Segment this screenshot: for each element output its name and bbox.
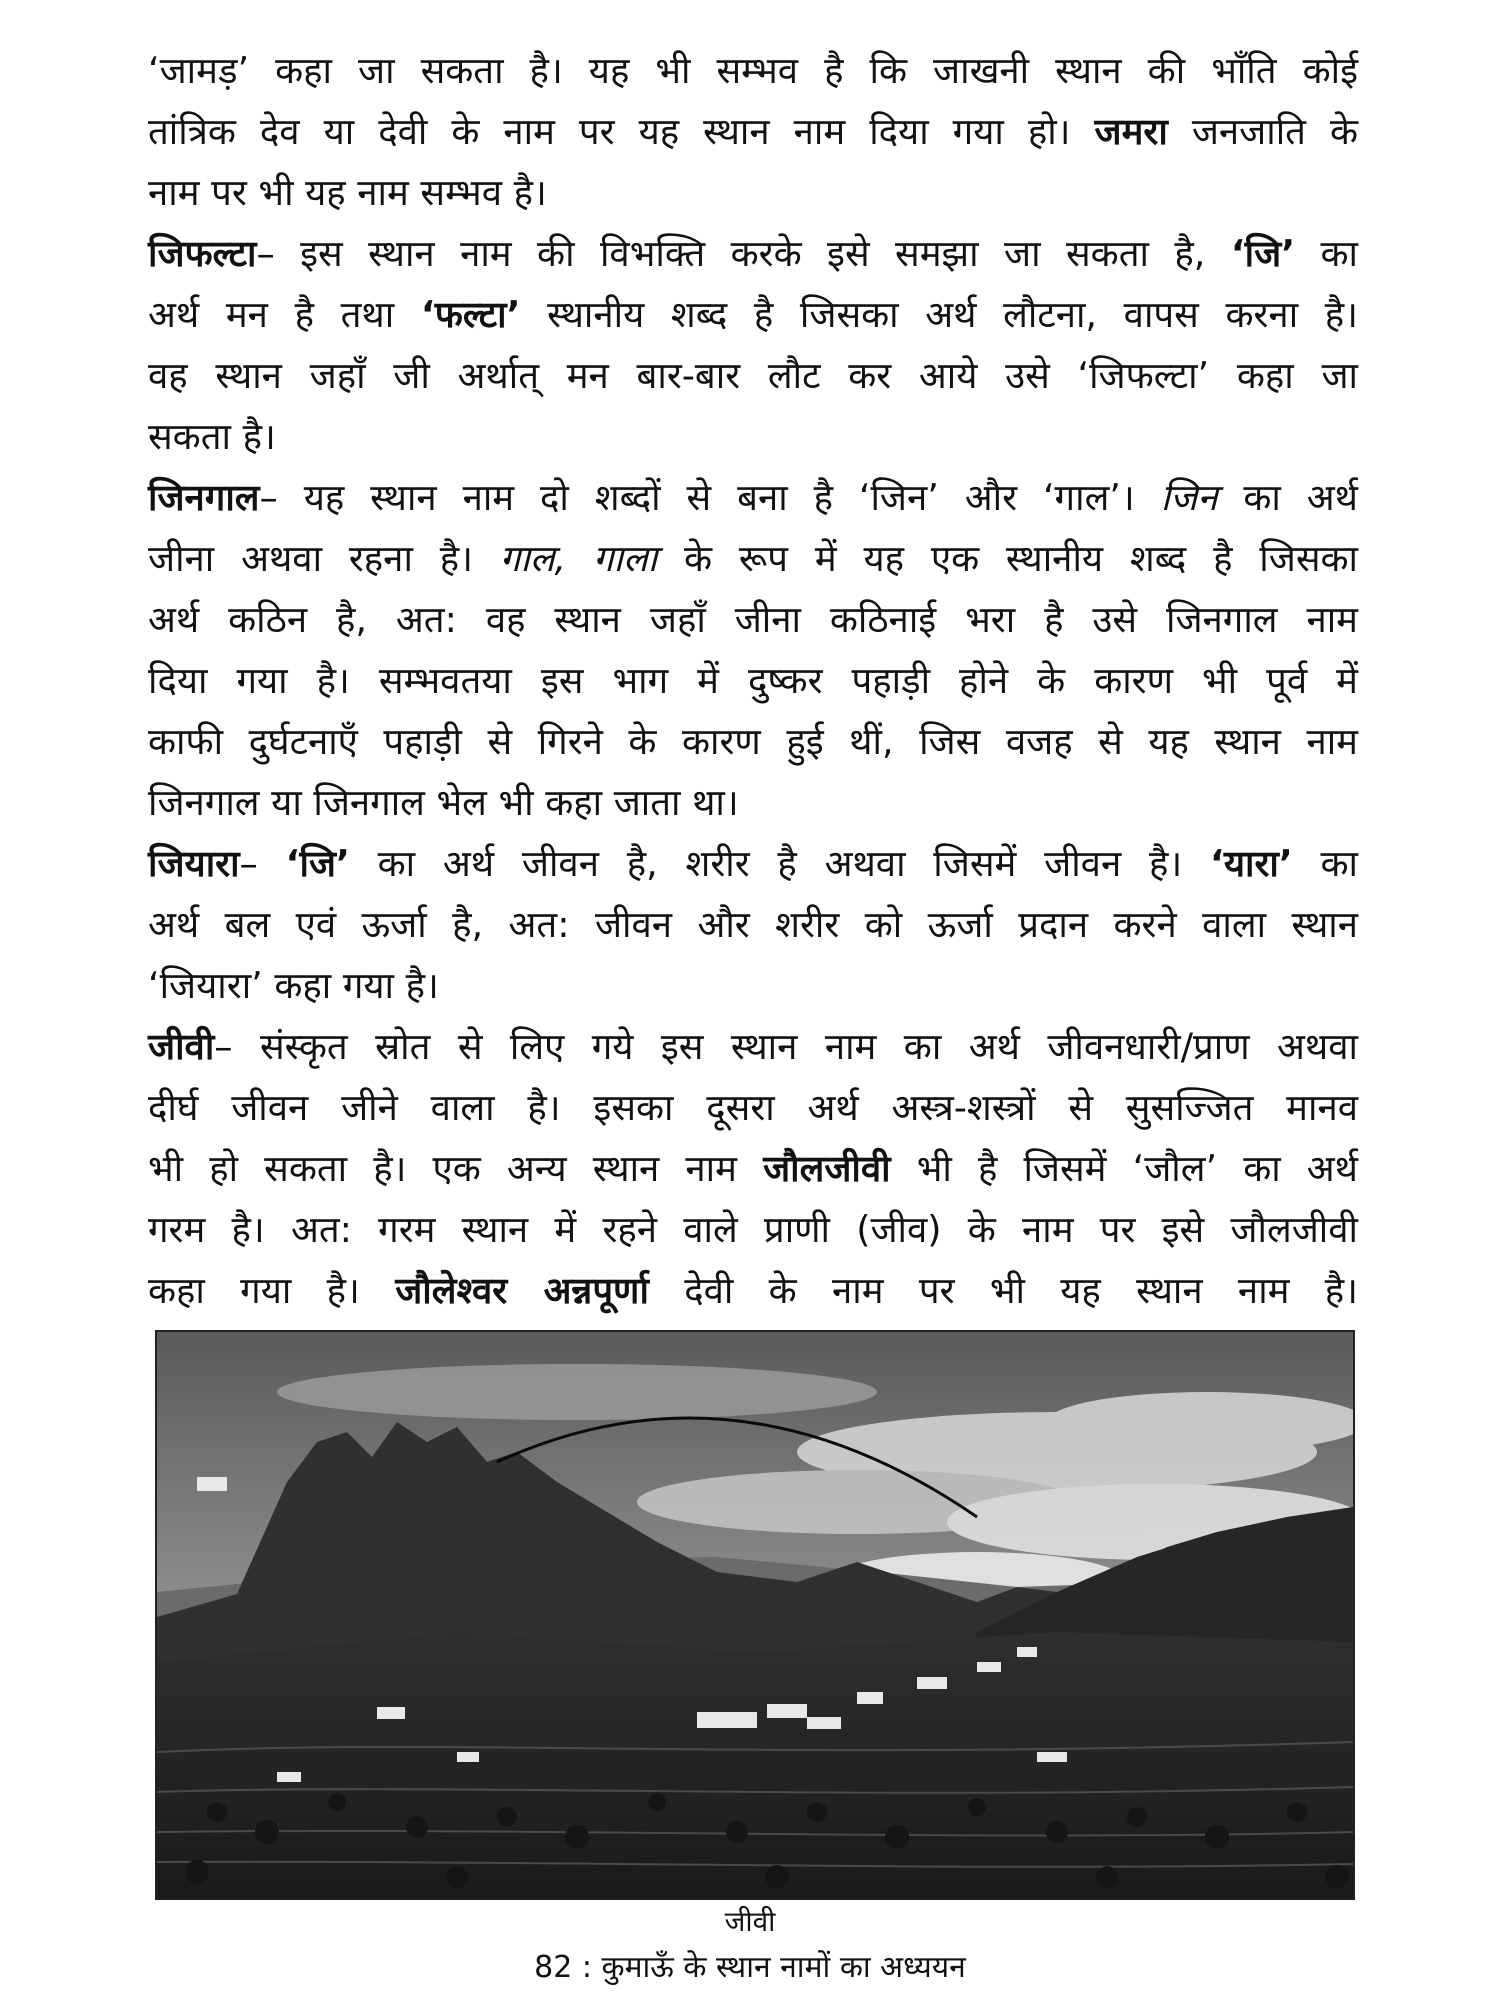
text-line: दिया गया है। सम्भवतया इस भाग में दुष्कर पहाड़ी होने के कारण भी पूर्व में <box>148 659 1358 702</box>
paragraph-intro <box>148 40 1358 223</box>
text-line: गरम है। अत: गरम स्थान में रहने वाले प्राणी (जीव) के नाम पर इसे जौलजीवी <box>148 1208 1358 1251</box>
text-line: दीर्घ जीवन जीने वाला है। इसका दूसरा अर्थ अस्त्र-शस्त्रों से सुसज्जित मानव <box>148 1086 1358 1129</box>
entry-jingal <box>148 467 1358 833</box>
text-line: जिफल्टा– इस स्थान नाम की विभक्ति करके इसे समझा जा सकता है, ‘जि’ का <box>148 232 1359 275</box>
entry-term: जियारा <box>148 842 240 885</box>
text-line: अर्थ बल एवं ऊर्जा है, अत: जीवन और शरीर को ऊर्जा प्रदान करने वाला स्थान <box>148 903 1358 946</box>
text-line: भी हो सकता है। एक अन्य स्थान नाम जौलजीवी भी है जिसमें ‘जौल’ का अर्थ <box>148 1147 1358 1190</box>
text-line: तांत्रिक देव या देवी के नाम पर यह स्थान नाम दिया गया हो। जमरा जनजाति के <box>148 110 1358 153</box>
text-line: जिनगाल– यह स्थान नाम दो शब्दों से बना है ‘जिन’ और ‘गाल’। जिन का अर्थ <box>148 476 1358 519</box>
book-title: कुमाऊँ के स्थान नामों का अध्ययन <box>601 1950 966 1985</box>
page-footer <box>0 1946 1500 1990</box>
term-jamra: जमरा <box>1094 110 1168 153</box>
text-line: काफी दुर्घटनाएँ पहाड़ी से गिरने के कारण हुई थीं, जिस वजह से यह स्थान नाम <box>148 720 1358 763</box>
entry-term: जीवी <box>148 1025 215 1068</box>
entry-jiyara <box>148 833 1358 1016</box>
entry-term: जिफल्टा <box>148 232 257 275</box>
text-line: जीना अथवा रहना है। गाल, गाला के रूप में यह एक स्थानीय शब्द है जिसका <box>148 537 1359 580</box>
text-line: सकता है। <box>148 415 276 458</box>
text-line: जिनगाल या जिनगाल भेल भी कहा जाता था। <box>148 781 739 824</box>
text-line: जीवी– संस्कृत स्रोत से लिए गये इस स्थान नाम का अर्थ जीवनधारी/प्राण अथवा <box>148 1025 1358 1068</box>
text-line: वह स्थान जहाँ जी अर्थात् मन बार-बार लौट कर आये उसे ‘जिफल्टा’ कहा जा <box>148 354 1358 397</box>
valley <box>157 1632 1353 1898</box>
landscape-photo-illustration <box>157 1332 1353 1898</box>
entry-jiflta <box>148 223 1358 467</box>
landscape-photo <box>155 1330 1355 1900</box>
entry-jivi <box>148 1016 1358 1321</box>
term-jauljivi: जौलजीवी <box>763 1147 891 1190</box>
footer-separator: : <box>581 1950 592 1985</box>
body-text <box>148 40 1358 1321</box>
text-line: ‘जामड़’ कहा जा सकता है। यह भी सम्भव है कि जाखनी स्थान की भाँति कोई <box>148 49 1358 92</box>
text-line: जियारा– ‘जि’ का अर्थ जीवन है, शरीर है अथवा जिसमें जीवन है। ‘यारा’ का <box>148 842 1358 885</box>
text-line: कहा गया है। जौलेश्वर अन्नपूर्णा देवी के नाम पर भी यह स्थान नाम है। <box>148 1269 1358 1312</box>
entry-term: जिनगाल <box>148 476 260 519</box>
text-line: अर्थ कठिन है, अत: वह स्थान जहाँ जीना कठिनाई भरा है उसे जिनगाल नाम <box>148 598 1358 641</box>
text-line: ‘जियारा’ कहा गया है। <box>148 964 439 1007</box>
term-jauleshwar: जौलेश्वर अन्नपूर्णा <box>395 1269 649 1312</box>
figure-caption: जीवी <box>724 1905 776 1938</box>
text-line: नाम पर भी यह नाम सम्भव है। <box>148 171 547 214</box>
text-line: अर्थ मन है तथा ‘फल्टा’ स्थानीय शब्द है जिसका अर्थ लौटना, वापस करना है। <box>148 293 1359 336</box>
page-number: 82 <box>534 1950 573 1985</box>
